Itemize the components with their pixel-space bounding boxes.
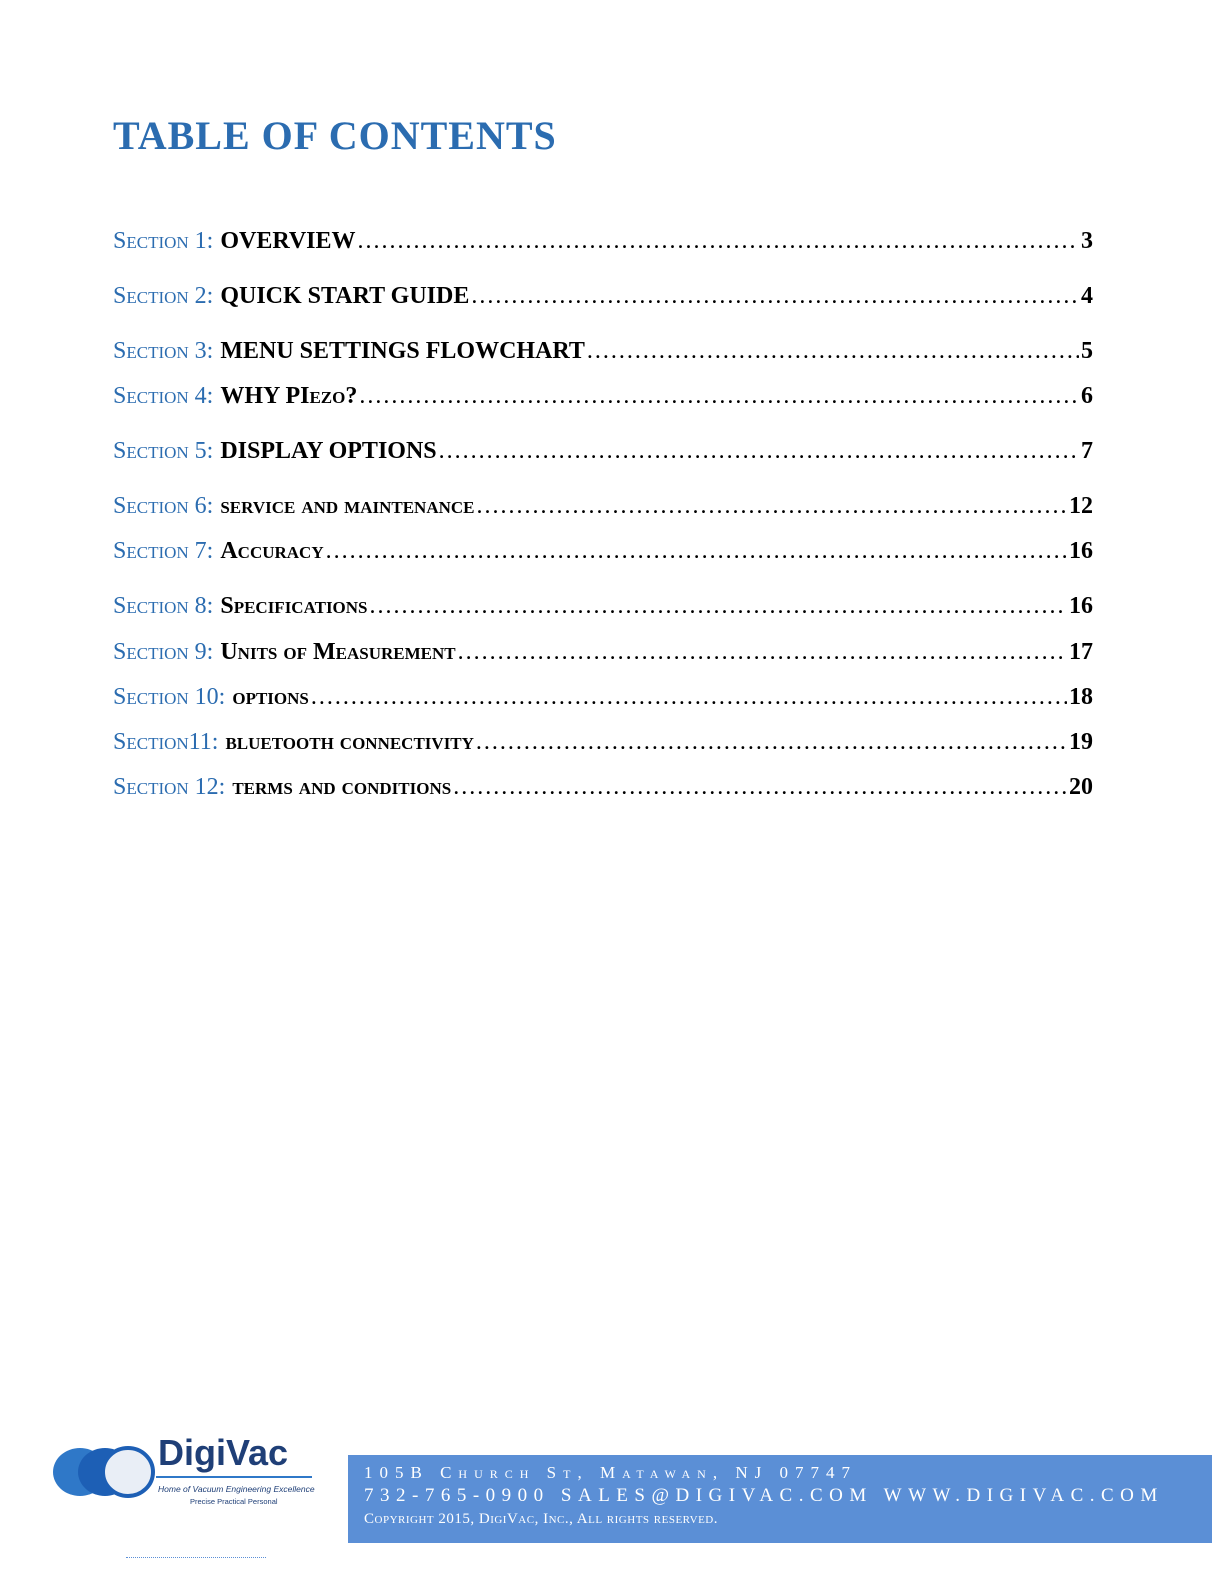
toc-section-name: WHY PIezo? [220, 383, 358, 409]
toc-section-label: Section 8: [113, 593, 214, 619]
toc-leader [439, 438, 1079, 465]
toc-entry-11[interactable] [113, 729, 1093, 765]
toc-section-label: Section 3: [113, 338, 214, 364]
toc-page-number: 6 [1081, 383, 1093, 409]
toc-section-label: Section 6: [113, 493, 214, 519]
toc-leader [471, 283, 1079, 310]
logo-brand: DigiVac [158, 1435, 289, 1473]
toc-page-number: 17 [1069, 639, 1093, 665]
toc-leader [311, 684, 1067, 711]
toc-page-number: 20 [1069, 774, 1093, 800]
toc-section-name: MENU SETTINGS FLOWCHART [220, 338, 585, 364]
footer-copyright: Copyright 2015, DigiVac, Inc., All rights reserved. [364, 1511, 718, 1527]
toc-leader [458, 639, 1067, 666]
toc-leader [370, 593, 1067, 620]
toc-leader [453, 774, 1067, 801]
toc-section-name: terms and conditions [232, 774, 452, 800]
toc-entry-7[interactable] [113, 538, 1093, 574]
footer-contact-bar [348, 1455, 1212, 1543]
page-title: TABLE OF CONTENTS [113, 113, 557, 158]
toc-entry-8[interactable] [113, 593, 1093, 629]
toc-section-label: Section 7: [113, 538, 214, 564]
toc-section-name: service and maintenance [220, 493, 475, 519]
toc-page-number: 5 [1081, 338, 1093, 364]
digivac-logo [50, 1435, 320, 1515]
toc-section-name: QUICK START GUIDE [220, 283, 470, 309]
toc-section-name: Specifications [220, 593, 368, 619]
toc-page-number: 18 [1069, 684, 1093, 710]
toc-entry-3[interactable] [113, 338, 1093, 374]
bottom-underline [126, 1556, 266, 1558]
toc-entry-9[interactable] [113, 639, 1093, 675]
toc-section-label: Section11: [113, 729, 219, 755]
toc-page-number: 19 [1069, 729, 1093, 755]
toc-section-name: OVERVIEW [220, 228, 356, 254]
toc-section-label: Section 5: [113, 438, 214, 464]
toc-page-number: 7 [1081, 438, 1093, 464]
toc-entry-5[interactable] [113, 438, 1093, 474]
toc-section-label: Section 10: [113, 684, 226, 710]
toc-page-number: 16 [1069, 538, 1093, 564]
toc-leader [359, 383, 1079, 410]
toc-section-name: DISPLAY OPTIONS [220, 438, 437, 464]
footer-address: 105B Church St, Matawan, NJ 07747 [364, 1463, 857, 1482]
toc-section-label: Section 9: [113, 639, 214, 665]
toc-page-number: 12 [1069, 493, 1093, 519]
toc-page-number: 3 [1081, 228, 1093, 254]
toc-section-label: Section 12: [113, 774, 226, 800]
toc-section-label: Section 1: [113, 228, 214, 254]
toc-leader [326, 538, 1067, 565]
toc-entry-10[interactable] [113, 684, 1093, 720]
footer-contact-line[interactable]: 732-765-0900 SALES@DIGIVAC.COM WWW.DIGIVAC.COM [364, 1485, 1164, 1506]
toc-section-name: Accuracy [220, 538, 324, 564]
toc-entry-1[interactable] [113, 228, 1093, 264]
toc-leader [587, 338, 1079, 365]
toc-leader [477, 493, 1068, 520]
toc-leader [476, 729, 1067, 756]
toc-entry-12[interactable] [113, 774, 1093, 810]
toc-section-name: Units of Measurement [220, 639, 456, 665]
toc-entry-4[interactable] [113, 383, 1093, 419]
logo-tagline: Home of Vacuum Engineering Excellence [158, 1484, 315, 1494]
toc-section-label: Section 4: [113, 383, 214, 409]
toc-entry-6[interactable] [113, 493, 1093, 529]
toc-section-name: options [232, 684, 309, 710]
toc-entry-2[interactable] [113, 283, 1093, 319]
toc-section-name: bluetooth connectivity [225, 729, 474, 755]
toc-leader [358, 228, 1079, 255]
toc-page-number: 4 [1081, 283, 1093, 309]
toc-page-number: 16 [1069, 593, 1093, 619]
logo-circle-right [103, 1448, 153, 1496]
logo-motto: Precise Practical Personal [190, 1497, 278, 1506]
toc-section-label: Section 2: [113, 283, 214, 309]
